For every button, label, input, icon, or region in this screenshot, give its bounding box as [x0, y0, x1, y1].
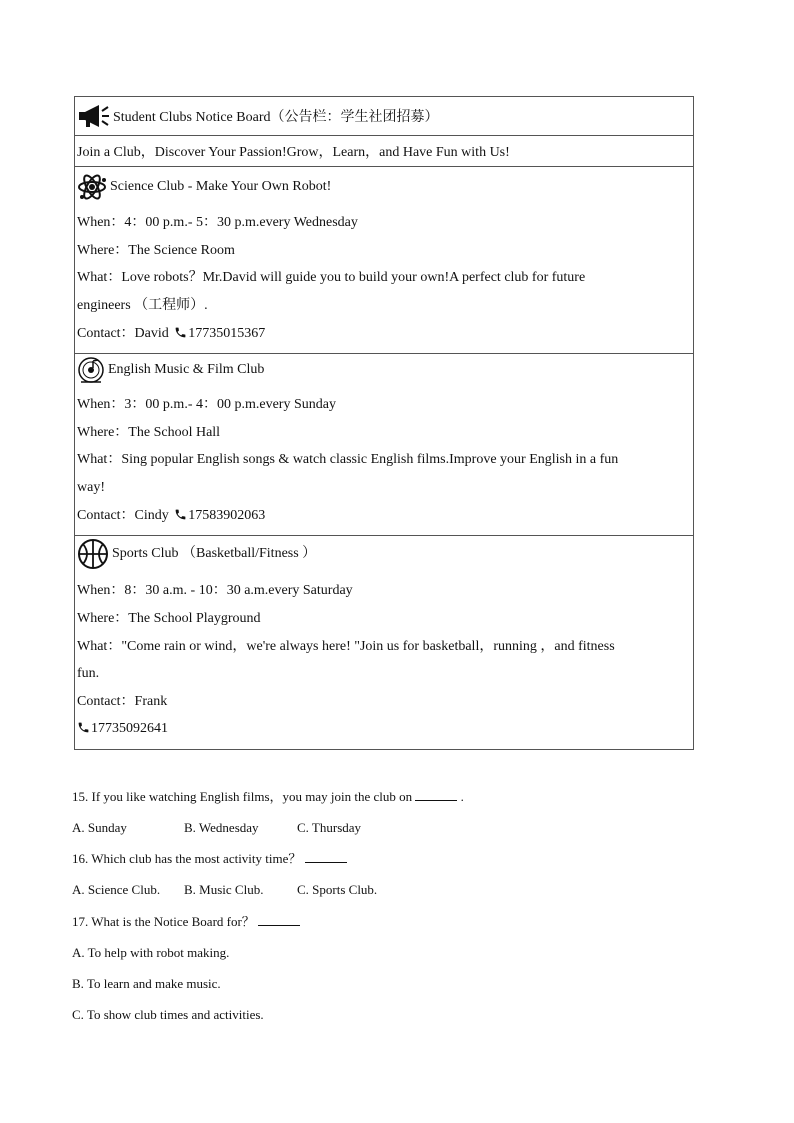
question-15-options	[72, 819, 361, 837]
club-phone-line	[77, 720, 168, 738]
club-title	[77, 172, 331, 202]
question-17-option-a[interactable]: A. To help with robot making.	[72, 945, 230, 960]
question-15	[72, 788, 464, 806]
club-contact: Contact：Frank	[77, 694, 168, 709]
club-name: Science Club - Make Your Own Robot!	[110, 179, 332, 194]
contact-label: Contact：Cindy	[77, 508, 169, 523]
question-17	[72, 913, 300, 931]
contact-phone: 17583902063	[188, 508, 266, 523]
club-name: English Music & Film Club	[108, 362, 265, 377]
megaphone-icon	[78, 103, 110, 129]
question-stem: 17. What is the Notice Board for？	[72, 914, 255, 929]
club-contact	[77, 325, 265, 343]
notice-board-title: Student Clubs Notice Board（公告栏：学生社团招募）	[113, 110, 439, 125]
slogan-text: Join a Club，Discover Your Passion!Grow，Learn，and Have Fun with Us!	[77, 145, 510, 160]
contact-label: Contact：David	[77, 326, 169, 341]
notice-board	[74, 96, 694, 750]
question-17-option-b[interactable]: B. To learn and make music.	[72, 976, 221, 991]
club-science	[75, 167, 693, 354]
club-contact	[77, 507, 265, 525]
option-b[interactable]: B. Music Club.	[184, 882, 264, 897]
club-what-continued: engineers （工程师）.	[77, 298, 208, 313]
question-16-options	[72, 881, 377, 899]
club-when: When：4：00 p.m.- 5：30 p.m.every Wednesday	[77, 215, 358, 230]
contact-phone: 17735015367	[188, 326, 266, 341]
question-stem: 16. Which club has the most activity time？	[72, 851, 302, 866]
option-b[interactable]: B. Wednesday	[184, 820, 259, 835]
phone-icon	[77, 721, 90, 734]
basketball-icon	[77, 538, 109, 570]
music-disc-icon	[77, 356, 105, 384]
phone-icon	[174, 508, 187, 521]
option-c[interactable]: C. Thursday	[297, 820, 362, 835]
question-17-option-c[interactable]: C. To show club times and activities.	[72, 1007, 264, 1022]
club-title	[77, 538, 316, 570]
option-c[interactable]: C. Sports Club.	[297, 882, 378, 897]
club-where: Where：The Science Room	[77, 243, 235, 258]
answer-blank[interactable]	[305, 850, 347, 863]
club-sports	[75, 536, 693, 749]
phone-icon	[174, 326, 187, 339]
answer-blank[interactable]	[258, 913, 300, 926]
option-a[interactable]: A. Sunday	[72, 820, 127, 835]
question-16	[72, 850, 347, 868]
club-where: Where：The School Playground	[77, 611, 261, 626]
club-where: Where：The School Hall	[77, 425, 221, 440]
club-what-continued: fun.	[77, 666, 100, 681]
answer-blank[interactable]	[415, 788, 457, 801]
club-when: When：3：00 p.m.- 4：00 p.m.every Sunday	[77, 397, 336, 412]
notice-board-header	[75, 97, 693, 136]
club-title	[77, 356, 264, 384]
club-what: What："Come rain or wind，we're always here! "Join us for basketball，running ，and fitness	[77, 639, 615, 654]
club-when: When：8：30 a.m. - 10：30 a.m.every Saturday	[77, 583, 353, 598]
contact-phone: 17735092641	[91, 721, 168, 736]
club-what-continued: way!	[77, 480, 105, 495]
option-a[interactable]: A. Science Club.	[72, 882, 161, 897]
question-stem-end: .	[460, 789, 464, 804]
club-name: Sports Club （Basketball/Fitness ）	[112, 546, 317, 561]
notice-board-slogan	[75, 136, 693, 167]
atom-icon	[77, 172, 107, 202]
club-what: What：Sing popular English songs & watch classic English films.Improve your English in a fun	[77, 452, 619, 467]
club-what: What：Love robots？Mr.David will guide you to build your own!A perfect club for future	[77, 270, 586, 285]
club-music-film	[75, 354, 693, 536]
question-stem: 15. If you like watching English films，you may join the club on	[72, 789, 413, 804]
